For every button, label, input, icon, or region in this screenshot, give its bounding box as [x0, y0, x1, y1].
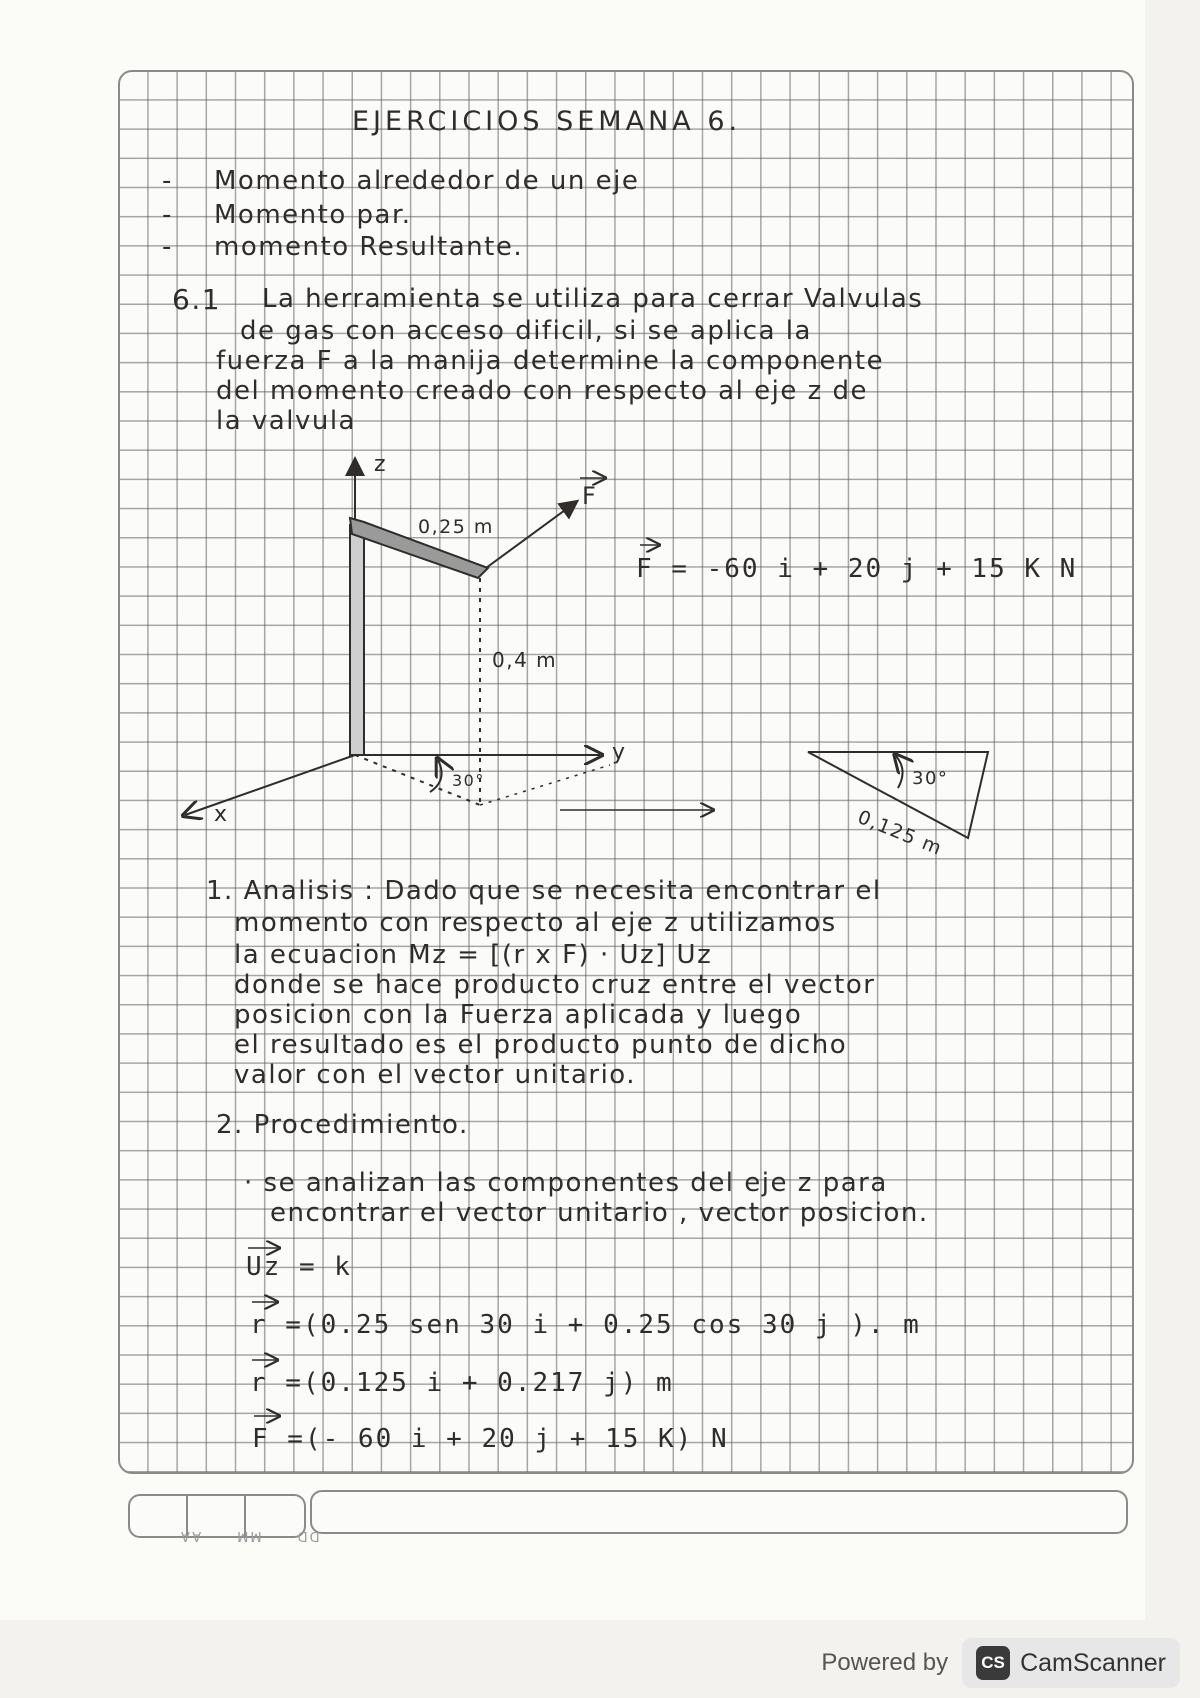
inset-angle-label: 30° — [912, 768, 949, 789]
procedure-heading: 2. Procedimiento. — [216, 1110, 469, 1140]
analysis-line-4: posicion con la Fuerza aplicada y luego — [234, 1000, 803, 1030]
camscanner-badge — [962, 1638, 1180, 1688]
equation-position-1: r =(0.25 sen 30 i + 0.25 cos 30 j ). m — [250, 1310, 921, 1340]
date-label-day: DD — [295, 1528, 320, 1543]
camscanner-logo-icon: CS — [976, 1646, 1010, 1680]
analysis-line-5: el resultado es el producto punto de dicho — [234, 1030, 848, 1060]
inset-length-label: 0,125 m — [854, 806, 946, 861]
analysis-line-6: valor con el vector unitario. — [234, 1060, 637, 1090]
valve-stem — [350, 525, 364, 755]
problem-line-5: la valvula — [216, 406, 356, 436]
analysis-line-2: la ecuacion Mz = [(r x F) · Uz] Uz — [234, 940, 713, 970]
page-title: EJERCICIOS SEMANA 6. — [352, 106, 742, 137]
topic-3: momento Resultante. — [214, 232, 524, 262]
force-vector — [486, 502, 576, 568]
notes-box — [310, 1490, 1128, 1534]
procedure-line-1: · se analizan las componentes del eje z para — [244, 1168, 888, 1198]
inset-angle-arc — [896, 756, 903, 788]
y-axis-label: y — [612, 740, 627, 765]
equation-force: F =(- 60 i + 20 j + 15 K) N — [252, 1424, 729, 1454]
procedure-line-2: encontrar el vector unitario , vector posicion. — [270, 1198, 929, 1228]
x-axis-line — [185, 755, 355, 815]
problem-line-4: del momento creado con respecto al eje z de — [216, 376, 868, 406]
analysis-line-3: donde se hace producto cruz entre el vector — [234, 970, 876, 1000]
problem-number: 6.1 — [172, 283, 222, 316]
analysis-line-1: momento con respecto al eje z utilizamos — [234, 908, 837, 938]
height-label: 0,4 m — [492, 648, 558, 672]
force-label: F — [582, 482, 598, 510]
topic-1: Momento alrededor de un eje — [214, 166, 640, 196]
x-axis-label: x — [214, 802, 229, 827]
problem-line-3: fuerza F a la manija determine la componente — [216, 346, 885, 376]
date-labels — [145, 1528, 320, 1543]
date-label-month: MM — [235, 1528, 262, 1543]
problem-line-2: de gas con acceso dificil, si se aplica la — [240, 316, 812, 346]
topic-2: Momento par. — [214, 200, 412, 230]
powered-by-text: Powered by — [821, 1649, 949, 1676]
date-label-year: AA — [179, 1528, 202, 1543]
camscanner-name: CamScanner — [1020, 1648, 1166, 1677]
topic-dash: - — [162, 232, 173, 262]
projection-dotted-line-2 — [480, 765, 610, 805]
problem-line-1: La herramienta se utiliza para cerrar Valvulas — [262, 284, 924, 314]
camscanner-footer — [821, 1636, 1180, 1690]
equation-position-2: r =(0.125 i + 0.217 j) m — [250, 1368, 674, 1398]
angle-label: 30° — [452, 771, 485, 790]
force-equation: F = -60 i + 20 j + 15 K N — [636, 554, 1078, 584]
analysis-heading: 1. Analisis : Dado que se necesita encontrar el — [206, 876, 882, 906]
topic-dash: - — [162, 200, 173, 230]
angle-arc — [430, 760, 442, 792]
equation-unit-vector: Uz = k — [246, 1252, 352, 1282]
z-axis-label: z — [374, 452, 388, 477]
topic-dash: - — [162, 166, 173, 196]
handle-length-label: 0,25 m — [418, 516, 494, 538]
